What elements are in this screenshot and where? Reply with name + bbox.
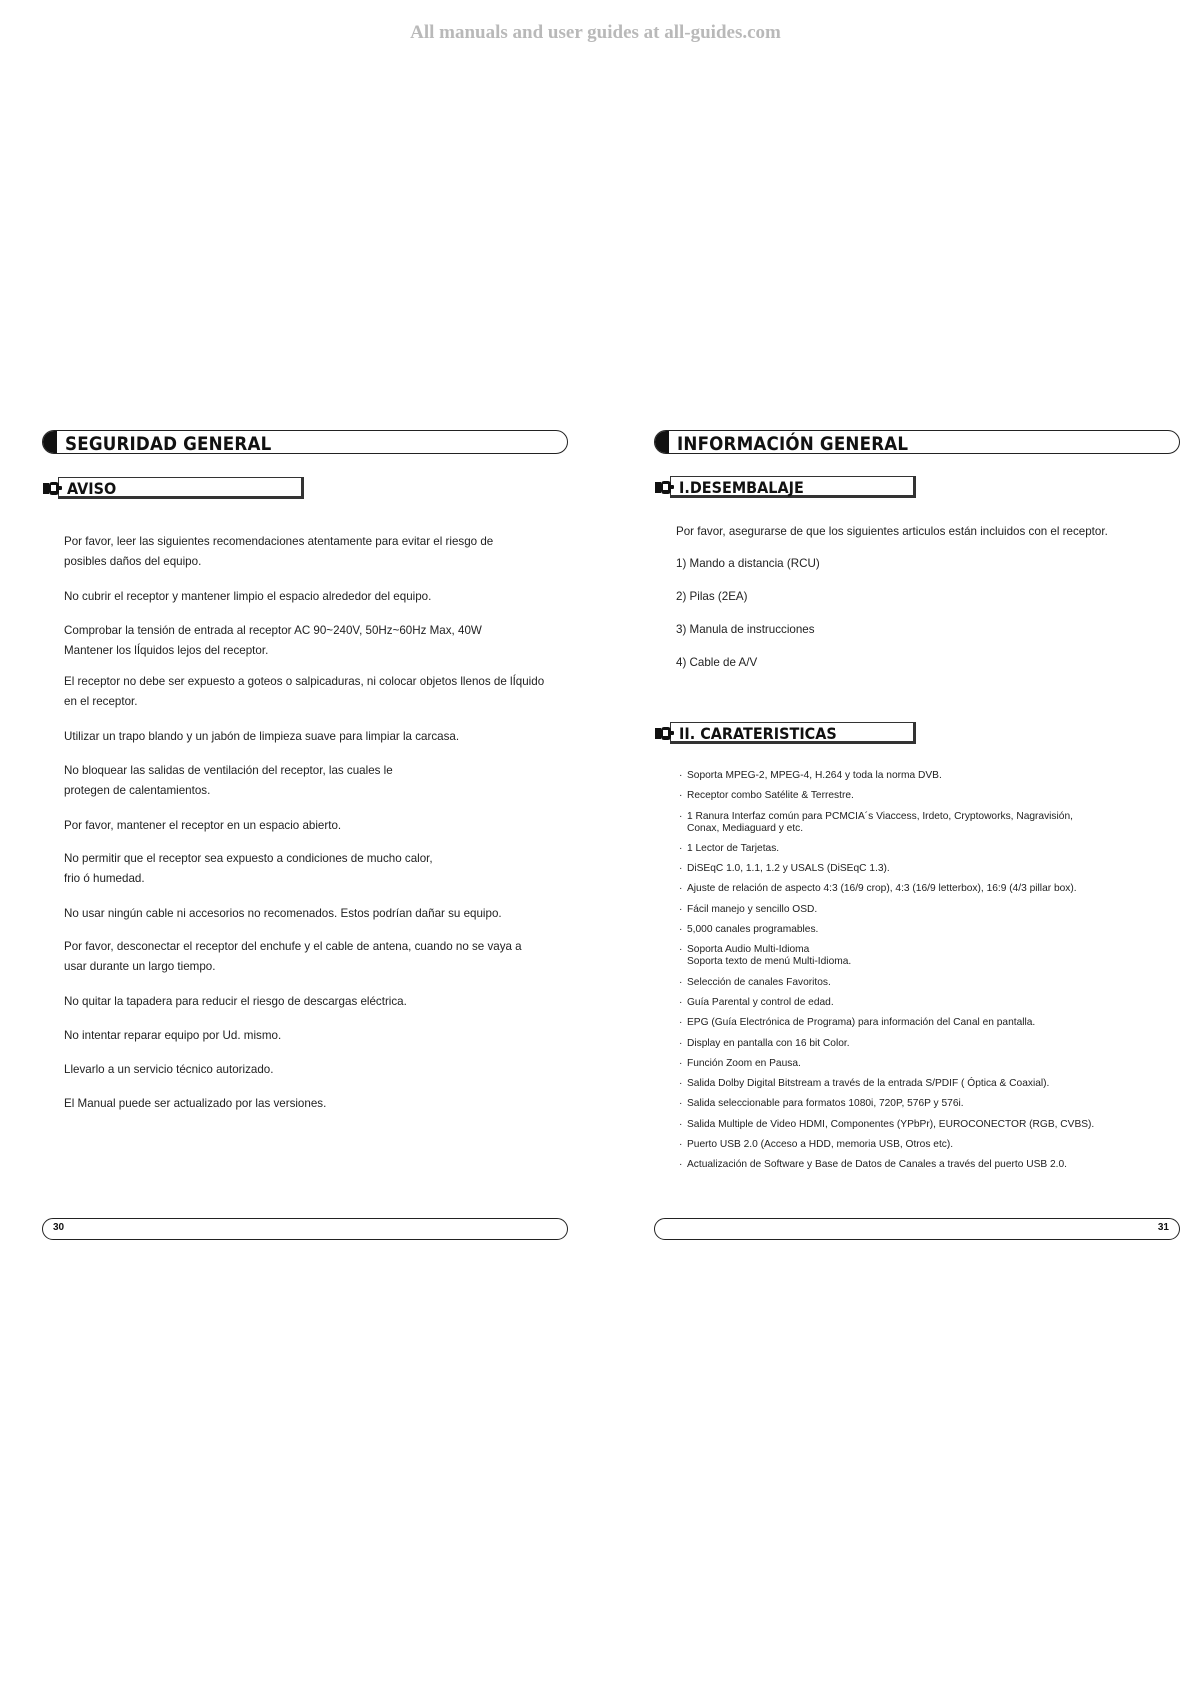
- feature-item: [679, 1038, 1149, 1050]
- feature-list: [679, 770, 1149, 1180]
- feature-item: [679, 863, 1149, 875]
- feature-item: [679, 1017, 1149, 1029]
- warning-paragraph: [64, 587, 564, 607]
- paragraph-line: Comprobar la tensión de entrada al receptor AC 90~240V, 50Hz~60Hz Max, 40W: [64, 624, 482, 637]
- list-item: 2) Pilas (2EA): [676, 590, 748, 603]
- paragraph-line: frio ó humedad.: [64, 871, 145, 885]
- paragraph-line: posibles daños del equipo.: [64, 554, 202, 568]
- feature-line: · Salida Dolby Digital Bitstream a través de la entrada S/PDIF ( Óptica & Coaxial).: [687, 1078, 1050, 1090]
- feature-item: [679, 1139, 1149, 1151]
- warning-paragraph: [64, 761, 564, 800]
- section-header-desembalaje: [654, 476, 916, 498]
- feature-item: [679, 944, 1149, 968]
- feature-line: · Selección de canales Favoritos.: [687, 976, 831, 988]
- watermark: All manuals and user guides at all-guides.com: [410, 22, 781, 43]
- warning-paragraph: [64, 992, 564, 1012]
- page-title: INFORMACIÓN GENERAL: [677, 433, 909, 454]
- feature-item: [679, 997, 1149, 1009]
- warning-paragraph: [64, 672, 564, 711]
- pointing-hand-icon: [654, 477, 674, 497]
- feature-line: · Fácil manejo y sencillo OSD.: [687, 903, 818, 915]
- paragraph-line: No cubrir el receptor y mantener limpio el espacio alrededor del equipo.: [64, 590, 432, 603]
- feature-line: · EPG (Guía Electrónica de Programa) para información del Canal en pantalla.: [687, 1017, 1036, 1029]
- feature-line: Conax, Mediaguard y etc.: [687, 822, 804, 834]
- feature-line: · Receptor combo Satélite & Terrestre.: [687, 790, 854, 802]
- feature-line: · Salida seleccionable para formatos 1080i, 720P, 576P y 576i.: [687, 1098, 964, 1110]
- section-heading: II. CARATERISTICAS: [679, 724, 837, 743]
- feature-item: [679, 843, 1149, 855]
- pointing-hand-icon: [42, 478, 62, 498]
- section-header-box: [58, 477, 304, 499]
- paragraph-line: Por favor, leer las siguientes recomendaciones atentamente para evitar el riesgo de: [64, 535, 494, 548]
- list-item: 3) Manula de instrucciones: [676, 623, 815, 636]
- paragraph-line: en el receptor.: [64, 694, 138, 708]
- warning-paragraph: [64, 904, 564, 924]
- warning-paragraph: [64, 849, 564, 888]
- warning-paragraph: [64, 1060, 564, 1080]
- warning-paragraph: [64, 937, 564, 976]
- feature-item: [679, 1119, 1149, 1131]
- feature-line: · Actualización de Software y Base de Datos de Canales a través del puerto USB 2.0.: [687, 1159, 1067, 1171]
- paragraph-line: No intentar reparar equipo por Ud. mismo.: [64, 1029, 282, 1042]
- page-right: [654, 0, 1191, 1684]
- page-number: 31: [1157, 1222, 1169, 1233]
- page-title: SEGURIDAD GENERAL: [65, 433, 272, 454]
- feature-item: [679, 811, 1149, 835]
- warning-paragraph: [64, 1026, 564, 1046]
- feature-line: · 5,000 canales programables.: [687, 924, 819, 936]
- paragraph-line: No quitar la tapadera para reducir el riesgo de descargas eléctrica.: [64, 995, 407, 1008]
- section-heading: I.DESEMBALAJE: [679, 478, 804, 497]
- unpacking-list: [676, 554, 1176, 686]
- paragraph-line: Por favor, desconectar el receptor del enchufe y el cable de antena, cuando no se vaya a: [64, 940, 522, 953]
- feature-item: [679, 924, 1149, 936]
- feature-line: · Función Zoom en Pausa.: [687, 1057, 801, 1069]
- title-bar: [42, 430, 568, 454]
- feature-item: [679, 1098, 1149, 1110]
- feature-line: · Salida Multiple de Video HDMI, Componentes (YPbPr), EUROCONECTOR (RGB, CVBS).: [687, 1118, 1095, 1130]
- paragraph-line: No bloquear las salidas de ventilación del receptor, las cuales le: [64, 764, 393, 777]
- feature-line: · Soporta MPEG-2, MPEG-4, H.264 y toda la norma DVB.: [687, 770, 942, 781]
- paragraph-line: Mantener los lÍquidos lejos del receptor.: [64, 643, 269, 657]
- feature-line: · Ajuste de relación de aspecto 4:3 (16/9 crop), 4:3 (16/9 letterbox), 16:9 (4/3 pillar box).: [687, 883, 1077, 895]
- feature-line: · Puerto USB 2.0 (Acceso a HDD, memoria USB, Otros etc).: [687, 1139, 954, 1151]
- feature-item: [679, 977, 1149, 989]
- paragraph-line: usar durante un largo tiempo.: [64, 959, 216, 973]
- feature-line: · DiSEqC 1.0, 1.1, 1.2 y USALS (DiSEqC 1.3).: [687, 863, 890, 875]
- paragraph-line: No permitir que el receptor sea expuesto a condiciones de mucho calor,: [64, 852, 433, 865]
- feature-item: [679, 904, 1149, 916]
- page-footer: [42, 1218, 568, 1240]
- title-bar-cap: [43, 431, 57, 453]
- feature-item: [679, 1058, 1149, 1070]
- warning-paragraph: [64, 727, 564, 747]
- feature-item: [679, 883, 1149, 895]
- feature-line: · 1 Lector de Tarjetas.: [687, 842, 780, 854]
- feature-line: · Display en pantalla con 16 bit Color.: [687, 1037, 850, 1049]
- paragraph-line: Por favor, mantener el receptor en un espacio abierto.: [64, 819, 342, 832]
- paragraph-line: protegen de calentamientos.: [64, 783, 211, 797]
- paragraph-line: Utilizar un trapo blando y un jabón de limpieza suave para limpiar la carcasa.: [64, 730, 460, 743]
- feature-line: · 1 Ranura Interfaz común para PCMCIA´s Viaccess, Irdeto, Cryptoworks, Nagravisión,: [687, 810, 1073, 822]
- feature-line: · Guía Parental y control de edad.: [687, 996, 834, 1008]
- feature-item: [679, 1078, 1149, 1090]
- paragraph-line: Llevarlo a un servicio técnico autorizado.: [64, 1063, 274, 1076]
- list-item: 1) Mando a distancia (RCU): [676, 557, 820, 570]
- title-bar: [654, 430, 1180, 454]
- feature-line: · Soporta Audio Multi-Idioma: [687, 944, 810, 956]
- page-footer: [654, 1218, 1180, 1240]
- warning-paragraph: [64, 621, 564, 660]
- feature-item: [679, 1159, 1149, 1171]
- pointing-hand-icon: [654, 723, 674, 743]
- unpacking-intro: Por favor, asegurarse de que los siguientes articulos están incluidos con el receptor.: [676, 525, 1108, 538]
- paragraph-line: El Manual puede ser actualizado por las versiones.: [64, 1097, 327, 1110]
- section-header-box: [670, 476, 916, 498]
- warning-paragraph: [64, 1094, 564, 1114]
- feature-item: [679, 790, 1149, 802]
- feature-item: [679, 770, 1149, 782]
- section-header-box: [670, 722, 916, 744]
- section-header-aviso: [42, 477, 304, 499]
- warning-paragraph: [64, 532, 564, 571]
- list-item: 4) Cable de A/V: [676, 656, 758, 669]
- warning-paragraph: [64, 816, 564, 836]
- section-header-caracteristicas: [654, 722, 916, 744]
- feature-line: Soporta texto de menú Multi-Idioma.: [687, 956, 852, 968]
- section-heading: AVISO: [67, 479, 117, 498]
- title-bar-cap: [655, 431, 669, 453]
- page-left: [42, 0, 582, 1684]
- paragraph-line: El receptor no debe ser expuesto a goteos o salpicaduras, ni colocar objetos llenos de lÍquido: [64, 675, 545, 688]
- paragraph-line: No usar ningún cable ni accesorios no recomenados. Estos podrían dañar su equipo.: [64, 907, 502, 920]
- page-number: 30: [53, 1222, 65, 1233]
